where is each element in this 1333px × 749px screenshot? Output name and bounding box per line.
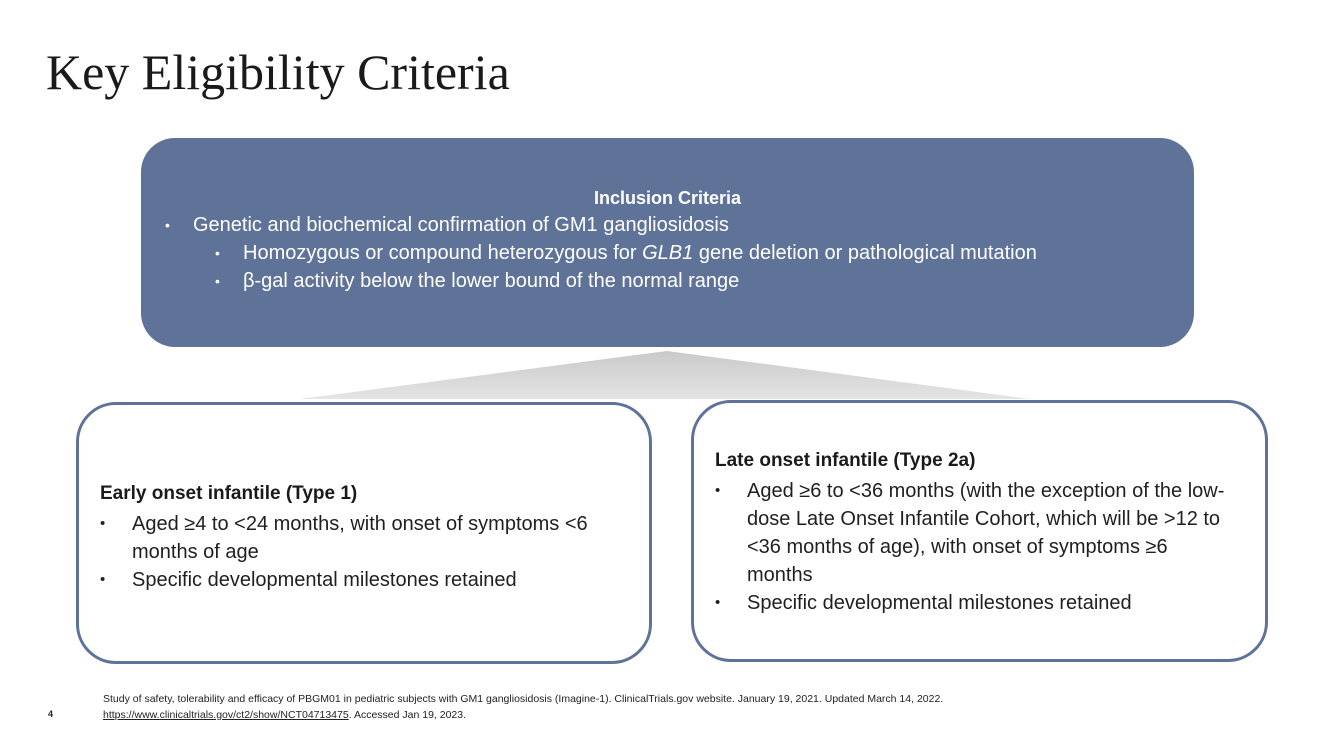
list-item: • Aged ≥4 to <24 months, with onset of symptoms <6 months of age [100,510,630,566]
late-onset-list [715,477,1235,617]
slide-title: Key Eligibility Criteria [46,44,510,100]
citation-text: Study of safety, tolerability and efficacy of PBGM01 in pediatric subjects with GM1 gangliosidosis (Imagine-1). ClinicalTrials.gov website. January 19, 2021. Updated March 14, 2022. [103,693,944,705]
citation-footnote [103,691,943,723]
bullet-icon: • [100,515,106,532]
early-onset-heading: Early onset infantile (Type 1) [100,483,358,504]
inclusion-criteria-heading: Inclusion Criteria [593,188,742,208]
late-onset-heading: Late onset infantile (Type 2a) [715,450,976,471]
list-item: • Specific developmental milestones retained [715,589,1235,617]
bullet-icon: • [215,245,220,261]
list-item: • Aged ≥6 to <36 months (with the exception of the low-dose Late Onset Infantile Cohort, which will be >12 to <36 months of age), with onset of symptoms ≥6 months [715,477,1235,589]
early-onset-list [100,510,630,594]
bullet-icon: • [100,571,106,588]
subitem-text: β-gal activity below the lower bound of the normal range [243,270,740,292]
subitem-text-after: gene deletion or pathological mutation [693,242,1037,264]
bullet-icon: • [715,482,721,499]
early-onset-box [76,402,652,664]
citation-link[interactable]: https://www.clinicaltrials.gov/ct2/show/NCT04713475 [103,709,349,721]
bullet-icon: • [165,217,170,233]
inclusion-item-text: Genetic and biochemical confirmation of GM1 gangliosidosis [193,214,729,236]
bullet-icon: • [215,273,220,289]
late-onset-box [691,400,1268,662]
page-number: 4 [48,709,54,719]
gene-name: GLB1 [642,242,694,264]
bullet-icon: • [715,594,721,611]
citation-accessed: . Accessed Jan 19, 2023. [348,709,467,721]
subitem-text-before: Homozygous or compound heterozygous for [243,242,643,264]
list-item: • Specific developmental milestones retained [100,566,630,594]
